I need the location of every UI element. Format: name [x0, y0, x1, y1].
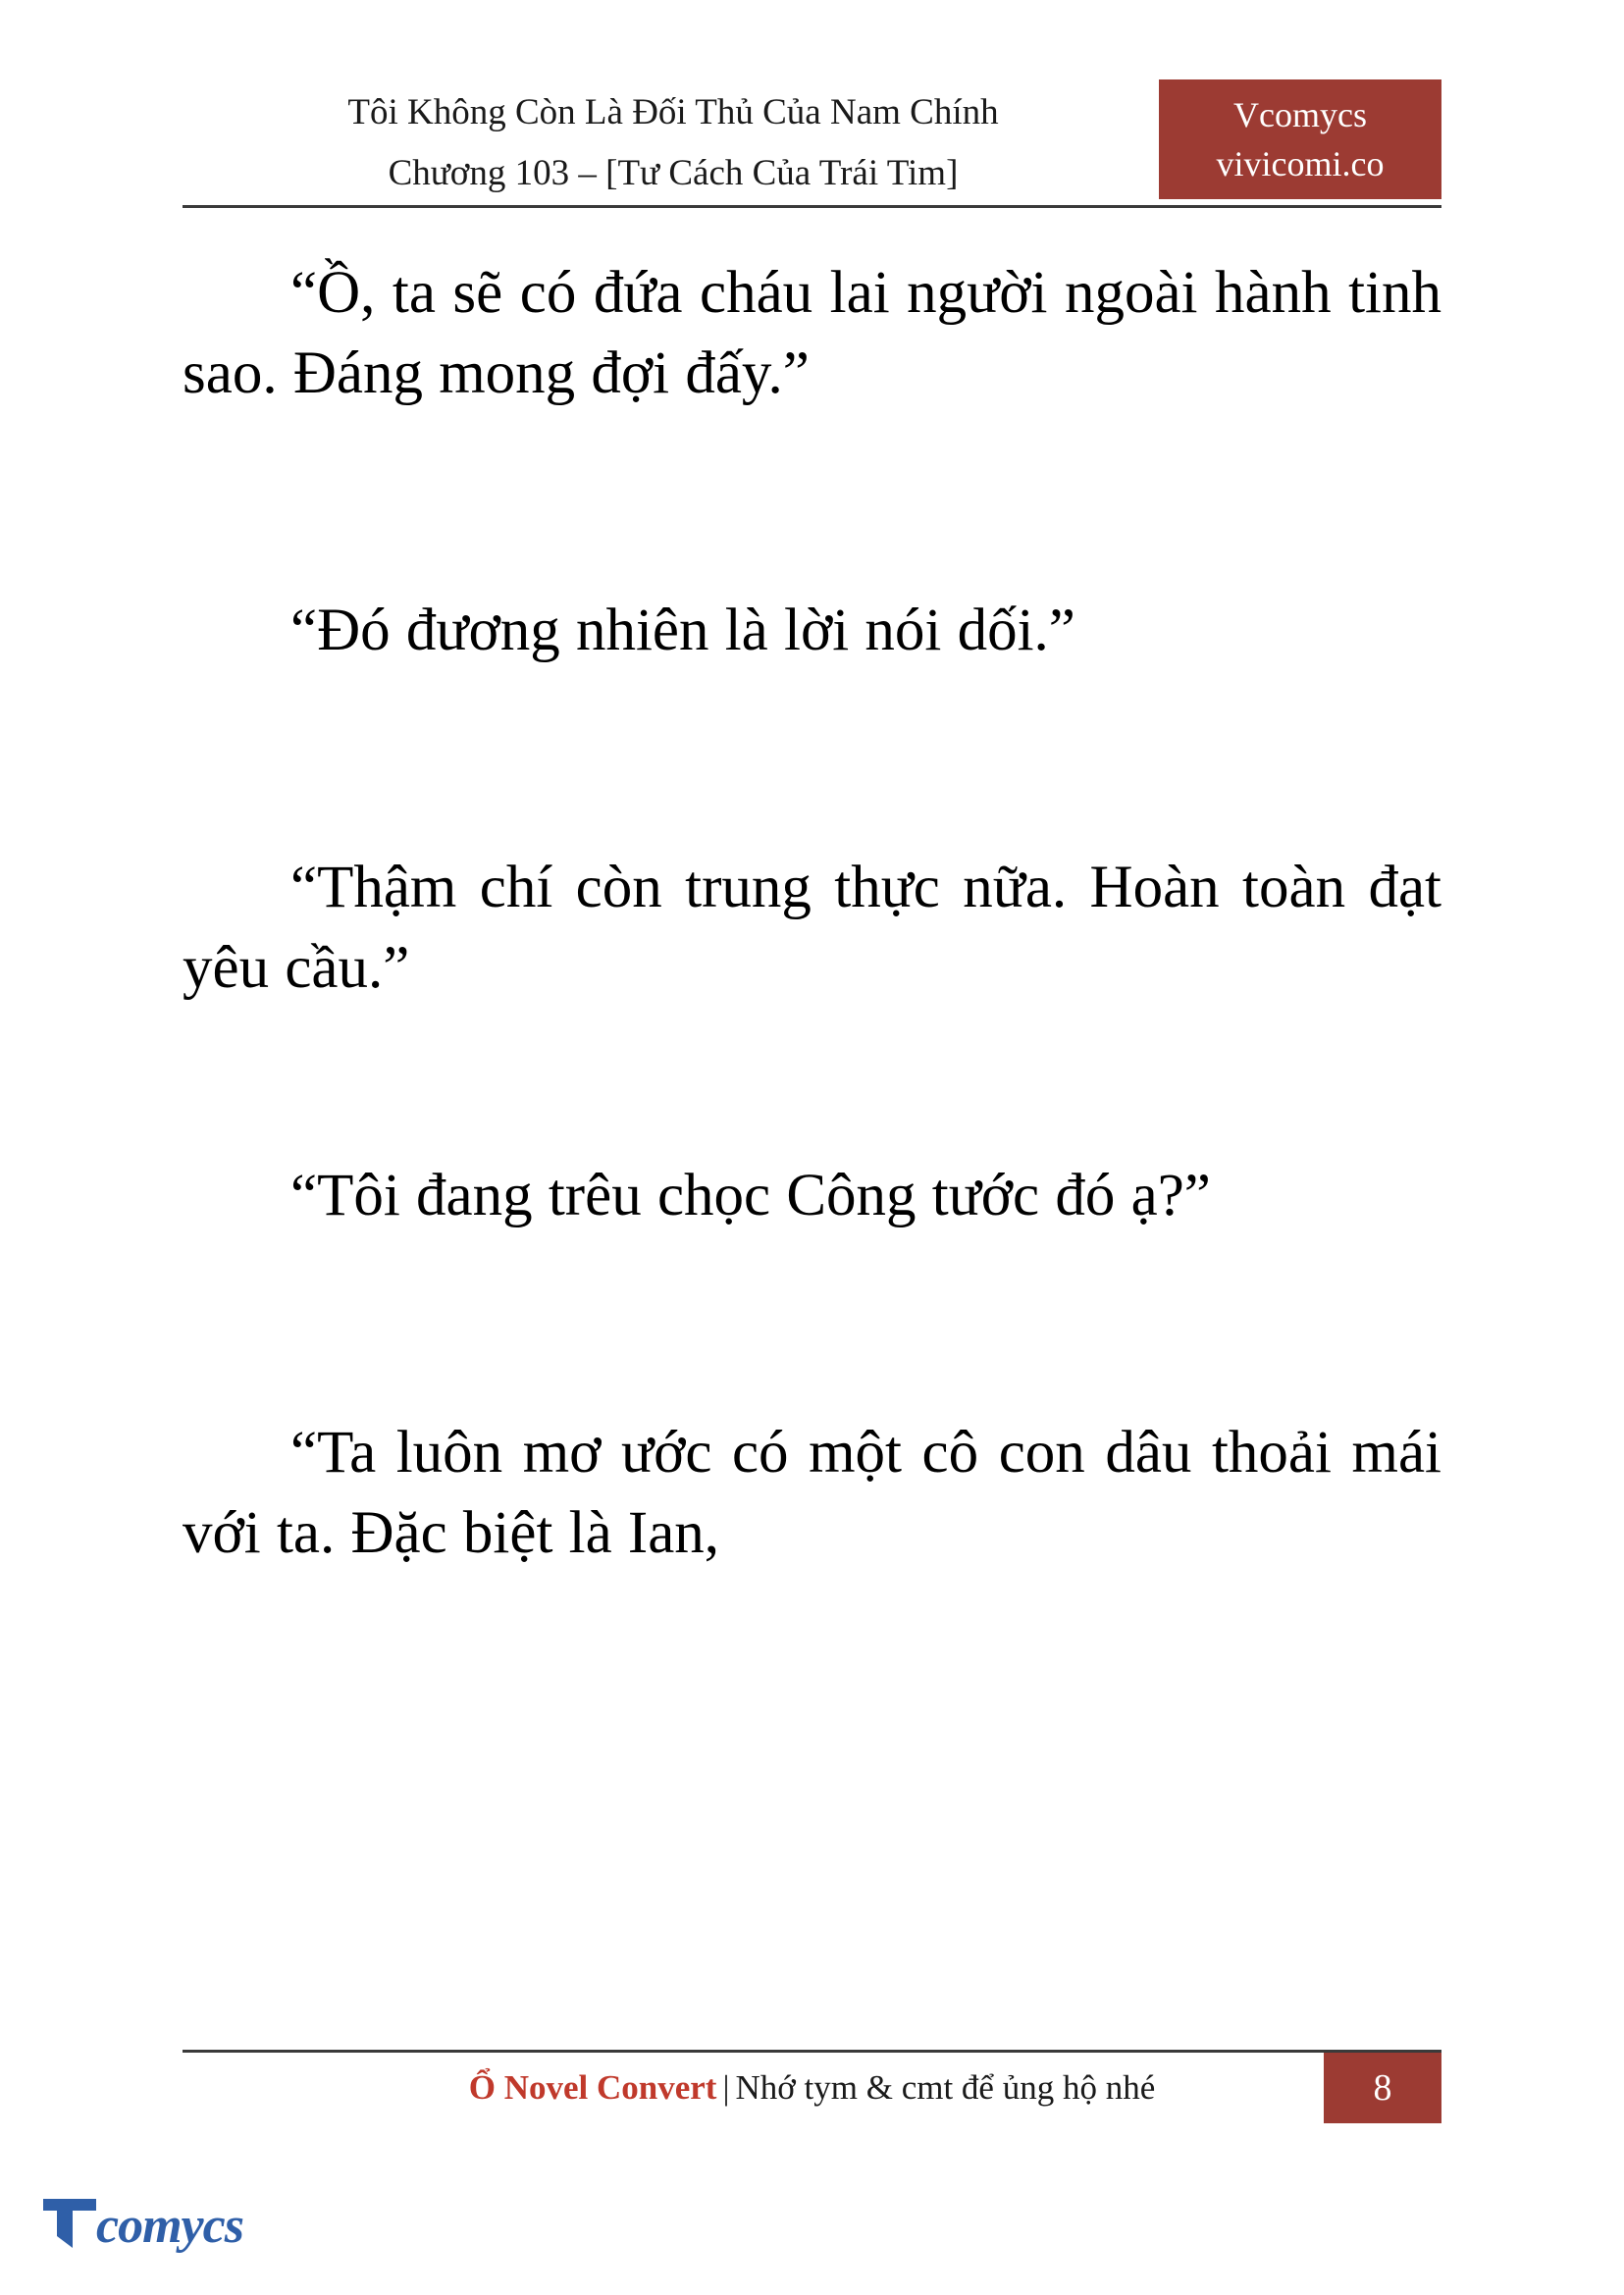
page-number-badge: 8 [1324, 2053, 1441, 2123]
footer-brand: Ổ Novel Convert [468, 2068, 717, 2107]
paragraph: “Đó đương nhiên là lời nói dối.” [290, 598, 1075, 663]
site-badge-name: Vcomycs [1233, 95, 1367, 134]
page-content [183, 253, 1441, 1574]
page-header [183, 82, 1441, 210]
site-badge [1159, 79, 1441, 199]
footer-note: Nhớ tym & cmt để ủng hộ nhé [735, 2068, 1156, 2107]
header-divider [183, 205, 1441, 208]
watermark-text: comycs [96, 2198, 243, 2254]
header-title-line-2: Chương 103 – [Tư Cách Của Trái Tim] [388, 153, 959, 193]
watermark-logo [39, 2185, 294, 2269]
vcomycs-mark-icon [39, 2193, 100, 2254]
page-footer [183, 2050, 1441, 2158]
paragraph: “Tôi đang trêu chọc Công tước đó ạ?” [290, 1163, 1211, 1228]
paragraph: “Ồ, ta sẽ có đứa cháu lai người ngoài hành tinh sao. Đáng mong đợi đấy.” [183, 260, 1441, 406]
header-title [183, 82, 1164, 204]
paragraph: “Thậm chí còn trung thực nữa. Hoàn toàn đạt yêu cầu.” [183, 855, 1441, 1001]
footer-separator: | [722, 2068, 730, 2107]
header-title-line-1: Tôi Không Còn Là Đối Thủ Của Nam Chính [347, 92, 999, 132]
paragraph: “Ta luôn mơ ước có một cô con dâu thoải mái với ta. Đặc biệt là Ian, [183, 1420, 1441, 1566]
site-badge-url: vivicomi.co [1216, 144, 1385, 183]
